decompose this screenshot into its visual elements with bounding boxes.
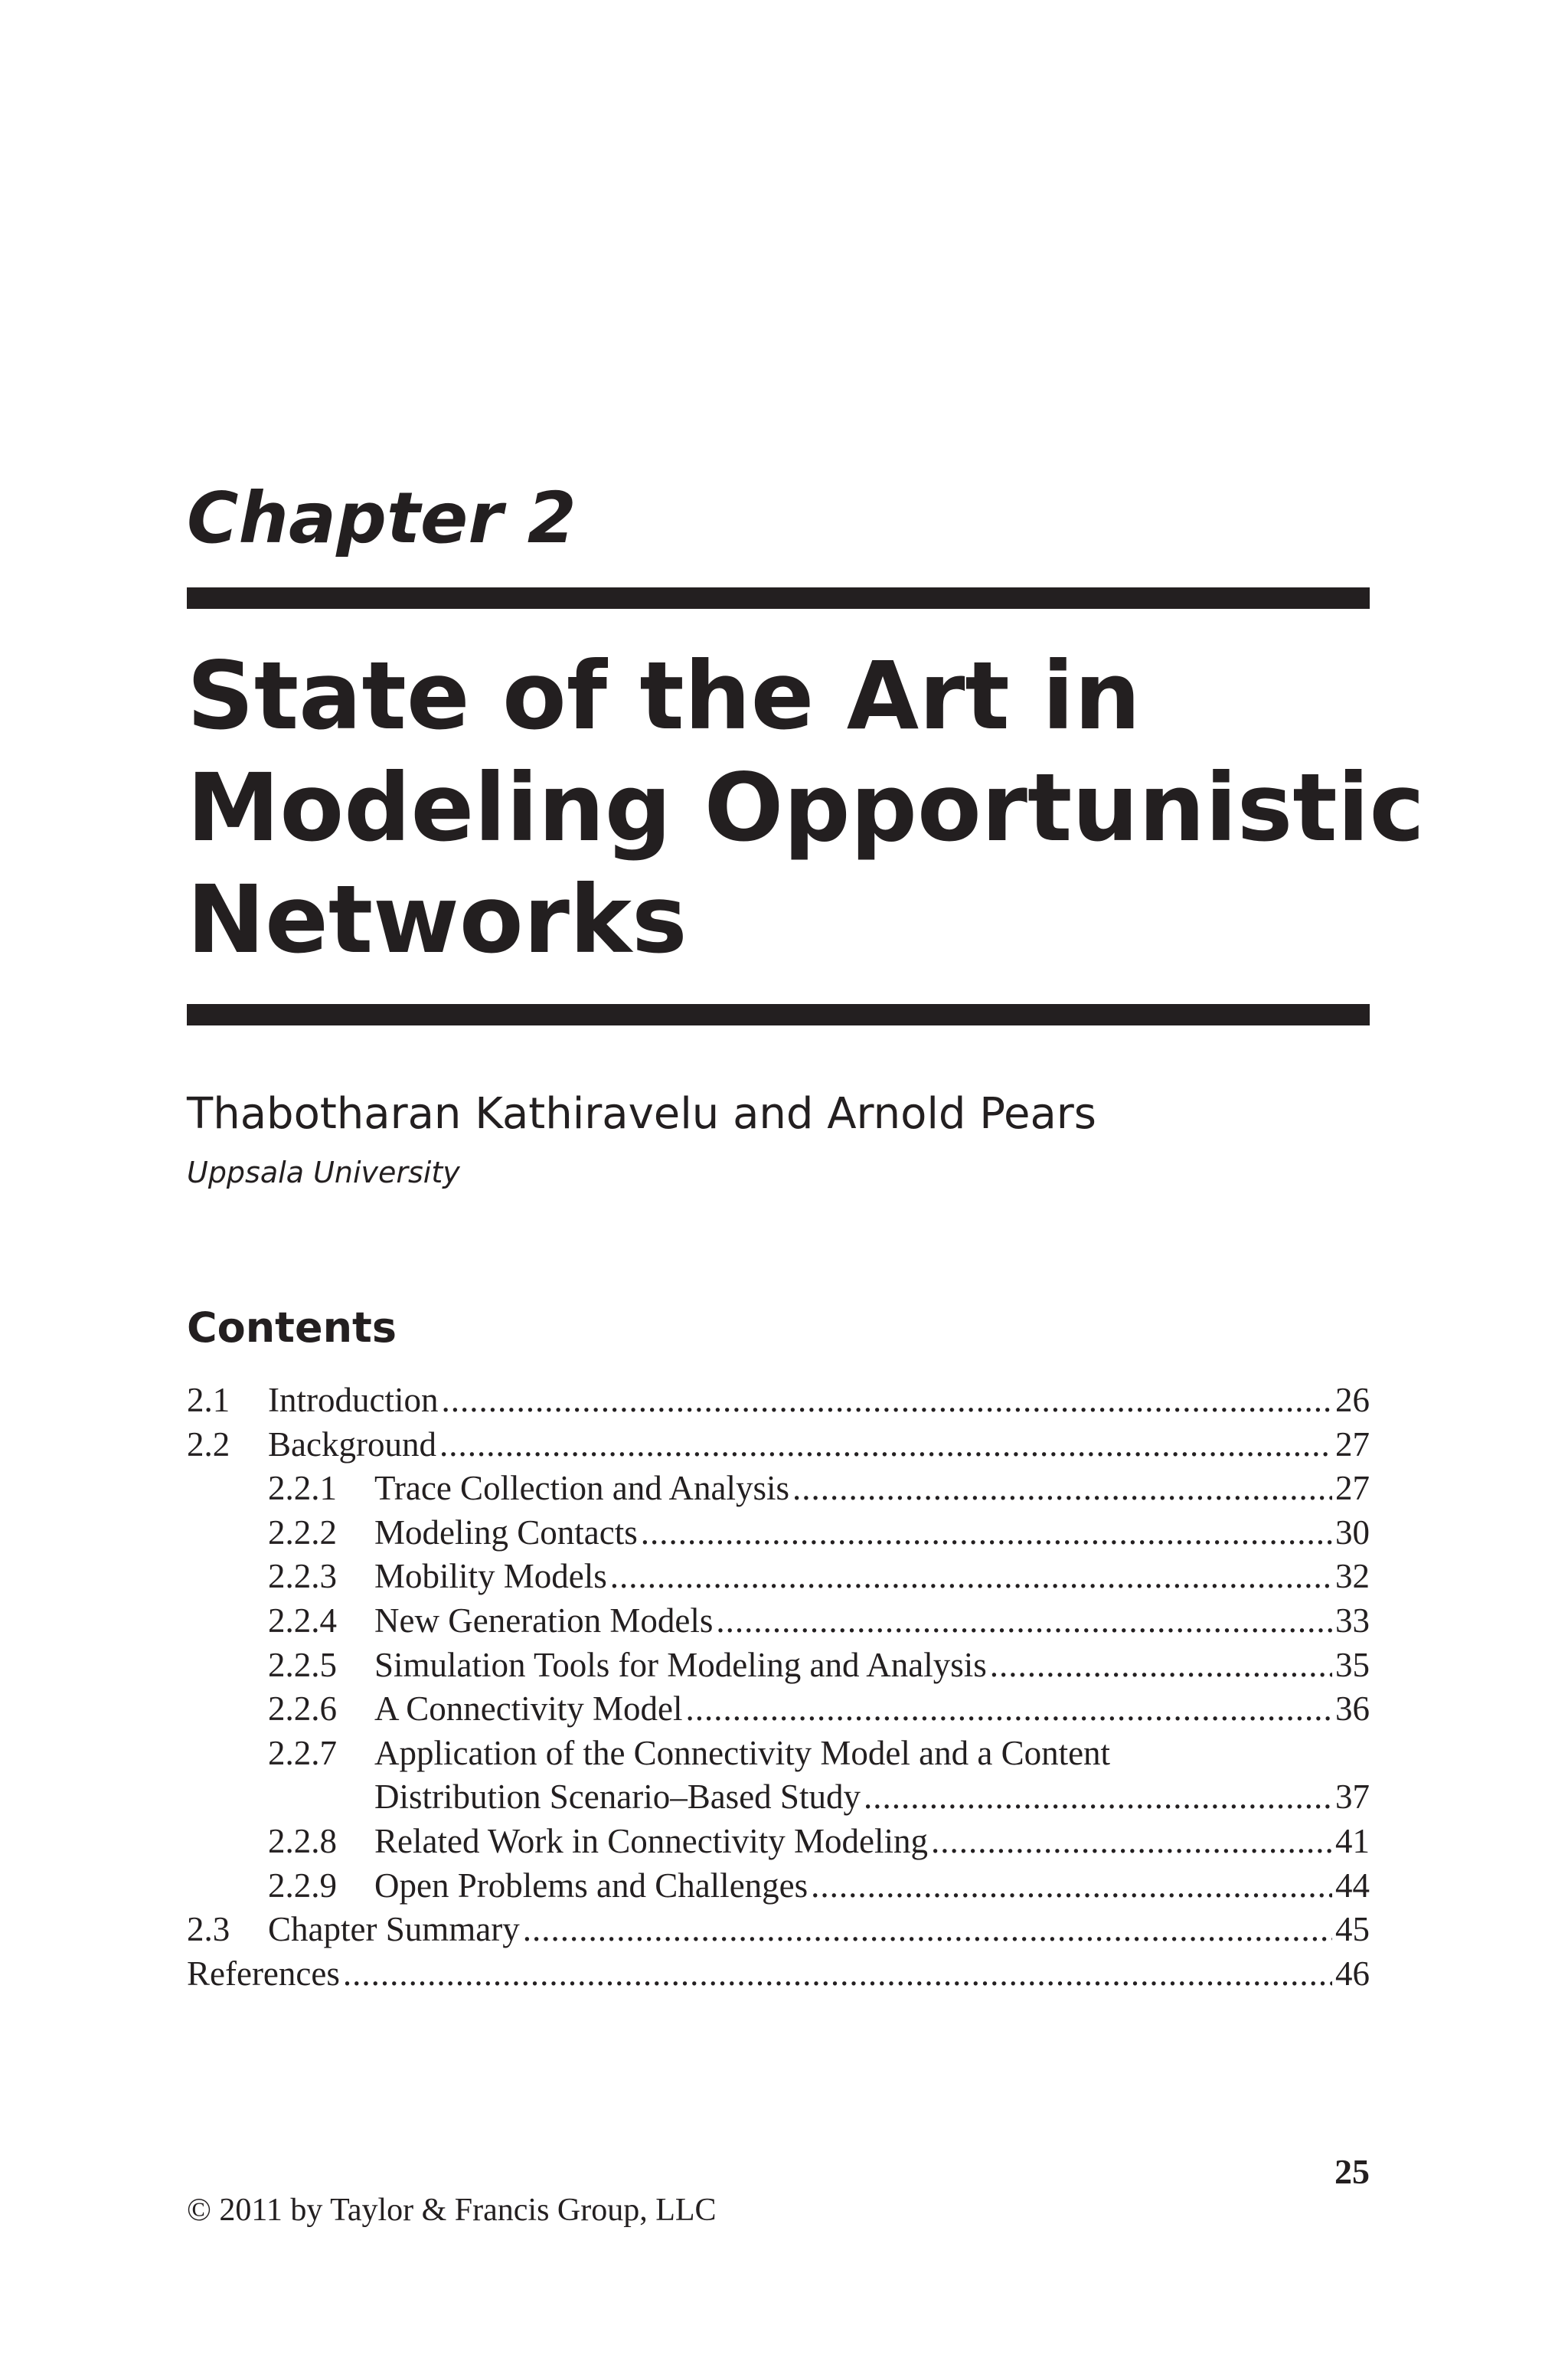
toc-entry[interactable] bbox=[187, 1379, 1370, 1423]
toc-entry-number: 2.2.7 bbox=[268, 1733, 337, 1772]
toc-entry[interactable] bbox=[187, 1511, 1370, 1555]
toc-entry[interactable] bbox=[187, 1864, 1370, 1908]
chapter-title-line: State of the Art in bbox=[187, 642, 1141, 751]
toc-entry-title: A Connectivity Model bbox=[374, 1689, 683, 1729]
toc-entry-page: 36 bbox=[1335, 1689, 1370, 1729]
toc-entry-number: 2.2.1 bbox=[268, 1469, 337, 1508]
toc-entry-page: 32 bbox=[1335, 1557, 1370, 1596]
toc-leader-dots bbox=[439, 1423, 1332, 1467]
chapter-label: Chapter 2 bbox=[187, 477, 577, 559]
toc-entry-title: Trace Collection and Analysis bbox=[374, 1469, 790, 1508]
toc-leader-dots bbox=[716, 1599, 1332, 1644]
toc-entry-page: 44 bbox=[1335, 1866, 1370, 1905]
toc-entry-number: 2.2 bbox=[187, 1424, 230, 1464]
toc-leader-dots bbox=[792, 1467, 1332, 1511]
copyright-notice: © 2011 by Taylor & Francis Group, LLC bbox=[187, 2193, 717, 2228]
toc-entry-title: Simulation Tools for Modeling and Analysis bbox=[374, 1645, 987, 1684]
toc-entry-page: 30 bbox=[1335, 1513, 1370, 1552]
page-number: 25 bbox=[1334, 2152, 1370, 2191]
affiliation: Uppsala University bbox=[187, 1156, 460, 1189]
toc-entry-number: 2.2.6 bbox=[268, 1689, 337, 1729]
toc-leader-dots bbox=[641, 1511, 1332, 1555]
toc-entry-title: Mobility Models bbox=[374, 1557, 607, 1596]
table-of-contents bbox=[187, 1379, 1370, 1996]
toc-entry-title: Application of the Connectivity Model and a Content bbox=[374, 1733, 1111, 1772]
toc-entry-number: 2.1 bbox=[187, 1381, 230, 1419]
toc-leader-dots bbox=[864, 1775, 1332, 1820]
toc-entry-page: 35 bbox=[1335, 1645, 1370, 1684]
toc-entry-number: 2.2.3 bbox=[268, 1557, 337, 1596]
toc-entry-continuation[interactable] bbox=[187, 1775, 1370, 1820]
toc-leader-dots bbox=[990, 1644, 1332, 1688]
toc-entry-title: Open Problems and Challenges bbox=[374, 1866, 808, 1905]
toc-entry[interactable] bbox=[187, 1599, 1370, 1644]
toc-entry-page: 37 bbox=[1335, 1778, 1370, 1817]
toc-entry-number: 2.2.2 bbox=[268, 1513, 337, 1552]
toc-entry-page: 33 bbox=[1335, 1601, 1370, 1640]
toc-leader-dots bbox=[343, 1952, 1332, 1997]
toc-entry-title: Background bbox=[268, 1424, 436, 1464]
toc-leader-dots bbox=[811, 1864, 1332, 1908]
toc-entry-number: 2.2.9 bbox=[268, 1866, 337, 1905]
bottom-rule bbox=[187, 1004, 1370, 1025]
toc-entry-title: Chapter Summary bbox=[268, 1910, 520, 1949]
toc-entry[interactable] bbox=[187, 1687, 1370, 1732]
toc-entry[interactable] bbox=[187, 1820, 1370, 1864]
chapter-title-line: Modeling Opportunistic bbox=[187, 754, 1425, 862]
toc-entry-title: New Generation Models bbox=[374, 1601, 714, 1640]
chapter-title bbox=[187, 640, 1425, 976]
toc-leader-dots bbox=[523, 1908, 1332, 1952]
toc-entry-title-continued: Distribution Scenario–Based Study bbox=[374, 1778, 861, 1817]
authors: Thabotharan Kathiravelu and Arnold Pears bbox=[187, 1089, 1096, 1139]
toc-entry[interactable] bbox=[187, 1732, 1370, 1776]
toc-entry-title: References bbox=[187, 1954, 340, 1993]
top-rule bbox=[187, 587, 1370, 609]
toc-entry-page: 45 bbox=[1335, 1910, 1370, 1949]
toc-entry-number: 2.2.5 bbox=[268, 1645, 337, 1684]
toc-entry-title: Modeling Contacts bbox=[374, 1513, 638, 1552]
chapter-title-line: Networks bbox=[187, 865, 688, 974]
toc-entry[interactable] bbox=[187, 1644, 1370, 1688]
toc-entry-title: Introduction bbox=[268, 1381, 439, 1419]
toc-entry-references[interactable] bbox=[187, 1952, 1370, 1997]
contents-heading: Contents bbox=[187, 1303, 397, 1352]
toc-leader-dots bbox=[610, 1555, 1332, 1599]
toc-entry-page: 46 bbox=[1335, 1954, 1370, 1993]
toc-entry-page: 27 bbox=[1335, 1424, 1370, 1464]
toc-entry-page: 26 bbox=[1335, 1381, 1370, 1419]
toc-leader-dots bbox=[685, 1687, 1332, 1732]
toc-entry-number: 2.2.4 bbox=[268, 1601, 337, 1640]
toc-leader-dots bbox=[931, 1820, 1332, 1864]
toc-entry-page: 41 bbox=[1335, 1821, 1370, 1860]
toc-entry[interactable] bbox=[187, 1908, 1370, 1952]
toc-entry-page: 27 bbox=[1335, 1469, 1370, 1508]
toc-entry-title: Related Work in Connectivity Modeling bbox=[374, 1821, 928, 1860]
toc-entry-number: 2.2.8 bbox=[268, 1821, 337, 1860]
toc-entry[interactable] bbox=[187, 1467, 1370, 1511]
toc-entry[interactable] bbox=[187, 1423, 1370, 1467]
toc-entry[interactable] bbox=[187, 1555, 1370, 1599]
toc-entry-number: 2.3 bbox=[187, 1910, 230, 1949]
toc-leader-dots bbox=[441, 1379, 1332, 1423]
